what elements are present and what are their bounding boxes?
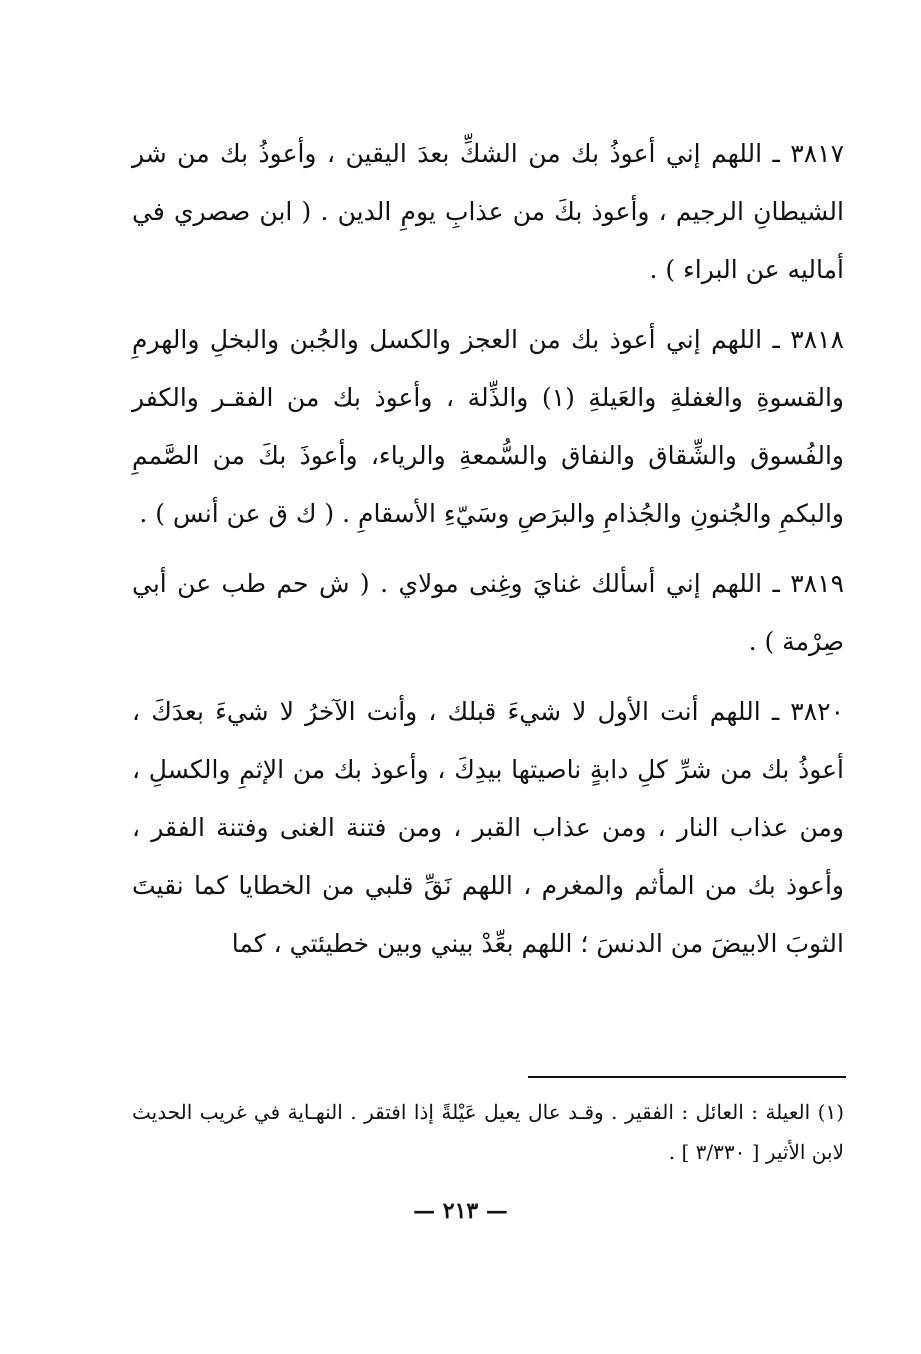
footnote: (١) العيلة : العائل : الفقير . وقـد عال يعيل عَيْلةً إذا افتقر . النهـاية في غريب الحديث لابن الأثير [ ٣/٣٣٠ ] . [132, 1100, 844, 1164]
main-text [132, 125, 844, 985]
hadith-3818: ٣٨١٨ ـ اللهم إني أعوذ بك من العجز والكسل والجُبن والبخلِ والهرمِ والقسوةِ والغفلةِ والعَيلةِ (١) والذِّلة ، وأعوذ بك من الفقـر والكفر والفُسوق والشِّقاق والنفاق والسُّمعةِ والرياء، وأعوذَ بكَ من الصَّممِ والبكمِ والجُنونِ والجُذامِ والبرَصِ وسَيّءِ الأسقامِ . ( ك ق عن أنس ) . [132, 325, 844, 528]
hadith-3819: ٣٨١٩ ـ اللهم إني أسألك غنايَ وغِنى مولاي . ( ش حم طب عن أبي صِرْمة ) . [132, 569, 844, 656]
hadith-3817: ٣٨١٧ ـ اللهم إني أعوذُ بك من الشكِّ بعدَ اليقين ، وأعوذُ بك من شر الشيطانِ الرجيم ، وأعوذ بكَ من عذابِ يومِ الدين . ( ابن صصري في أماليه عن البراء ) . [132, 139, 844, 284]
hadith-3820: ٣٨٢٠ ـ اللهم أنت الأول لا شيءَ قبلك ، وأنت الآخرُ لا شيءَ بعدَكَ ، أعوذُ بك من شرِّ كلِ دابةٍ ناصيتها بيدِكَ ، وأعوذ بك من الإثمِ والكسلِ ، ومن عذاب النار ، ومن عذاب القبر ، ومن فتنة الغنى وفتنة الفقر ، وأعوذ بك من المأثم والمغرم ، اللهم نَقِّ قلبي من الخطايا كما نقيتَ الثوبَ الابيضَ من الدنسَ ؛ اللهم بعِّدْ بيني وبين خطيئتي ، كما [132, 697, 844, 958]
footnote-divider [528, 1076, 846, 1078]
page-number: — ٢١٣ — [413, 1198, 508, 1224]
